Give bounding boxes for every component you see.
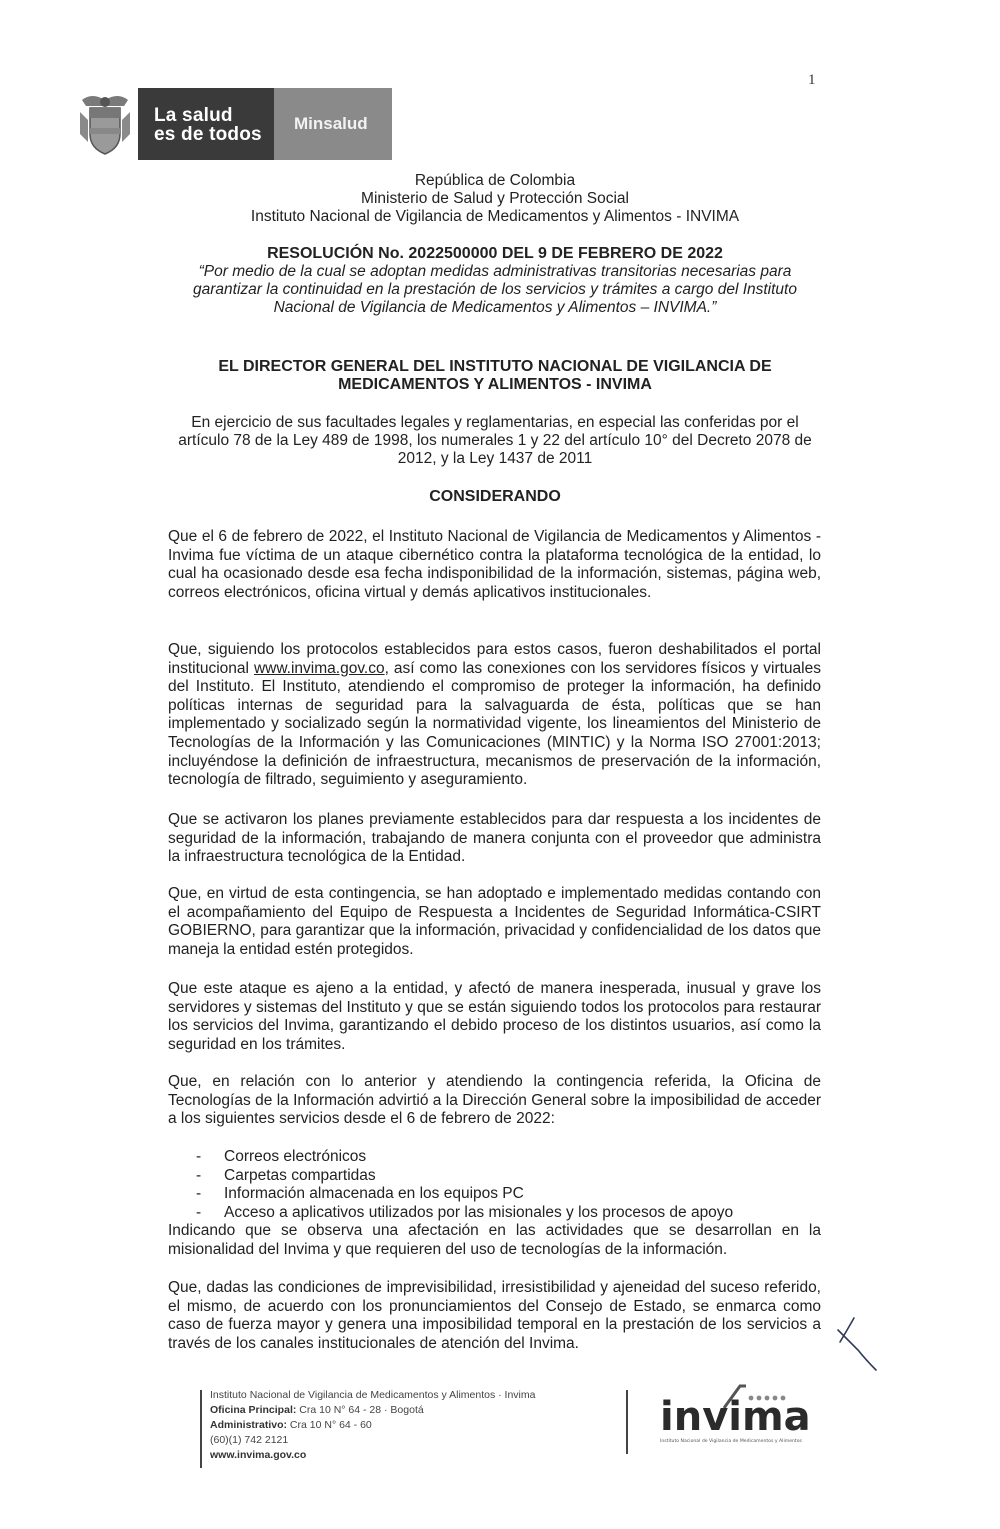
considerando-heading: CONSIDERANDO (429, 488, 561, 505)
minsalud-brand: Minsalud (274, 88, 392, 160)
resolution-title: RESOLUCIÓN No. 2022500000 DEL 9 DE FEBRERO DE 2022 (267, 245, 723, 262)
footer-contact (210, 1388, 535, 1463)
paragraph-4: Que, en virtud de esta contingencia, se han adoptado e implementado medidas contando con el acompañamiento del Equipo de Respuesta a Incidentes de Seguridad Informática-CSIRT GOBIERNO, para garantizar que la información, privacidad y confidencialidad de los datos que maneja la entidad estén protegidos. (168, 885, 821, 958)
affected-services-list (196, 1148, 733, 1222)
footer-divider (200, 1390, 202, 1468)
footer-separator (626, 1390, 628, 1454)
list-item (196, 1185, 733, 1204)
paragraph-2 (168, 641, 821, 790)
paragraph-1: Que el 6 de febrero de 2022, el Instituto Nacional de Vigilancia de Medicamentos y Alimentos - Invima fue víctima de un ataque cibernético contra la plataforma tecnológica de la entidad, lo cual ha ocasionado desde esa fecha indisponibilidad de la información, sistemas, página web, correos electrónicos, oficina virtual y demás aplicativos institucionales. (168, 528, 821, 601)
signature-mark-icon (832, 1312, 880, 1374)
footer-web[interactable] (210, 1448, 535, 1463)
list-item (196, 1204, 733, 1223)
footer-office-value: Cra 10 N° 64 - 28 · Bogotá (296, 1404, 424, 1416)
paragraph-5: Que este ataque es ajeno a la entidad, y afectó de manera inesperada, inusual y grave los servidores y sistemas del Instituto y que se están siguiendo todos los protocolos para restaurar los servicios del Invima, garantizando el debido proceso de los distintos usuarios, así como la seguridad en los trámites. (168, 980, 821, 1053)
paragraph-7: Indicando que se observa una afectación en las actividades que se desarrollan en la misionalidad del Invima y que requieren del uso de tecnologías de la información. (168, 1222, 821, 1258)
bullet-dash: - (196, 1185, 202, 1203)
invima-tagline: Instituto Nacional de Vigilancia de Medicamentos y Alimentos (660, 1439, 802, 1444)
invima-portal-link[interactable]: www.invima.gov.co (253, 659, 385, 677)
slogan-line-1: La salud (154, 105, 233, 126)
list-item-text: Correos electrónicos (224, 1148, 367, 1165)
colombia-coat-of-arms-icon (74, 90, 136, 158)
list-item (196, 1148, 733, 1167)
slogan-line-2: es de todos (154, 124, 262, 145)
paragraph-2-start: Que, siguiendo los protocolos establecidos para estos casos, fueron deshabilitados el portal institucional (168, 641, 821, 677)
resolution-subtitle: “Por medio de la cual se adoptan medidas administrativas transitorias necesarias para garantizar la continuidad en la prestación de los servicios y trámites a cargo del Instituto Nacional de Vigilancia de Medicamentos y Alimentos – INVIMA.” (193, 263, 797, 316)
minsalud-header-logo (74, 88, 392, 160)
paragraph-2-end: , así como las conexiones con los servidores físicos y virtuales del Instituto. El Instituto, atendiendo el compromiso de proteger la información, ha definido políticas internas de seguridad para la salvaguarda de ésta, políticas que se han implementado y socializado según la normatividad vigente, los lineamientos del Ministerio de Tecnologías de la Información y las Comunicaciones (MINTIC) y la Norma ISO 27001:2013; incluyéndose la definición de infraestructura, mecanismos de preservación de la información, tecnología de filtrado, seguimiento y aseguramiento. (168, 659, 821, 789)
footer-phone: (60)(1) 742 2121 (210, 1434, 289, 1446)
footer-admin-value: Cra 10 N° 64 - 60 (287, 1419, 372, 1431)
org-line-2: Ministerio de Salud y Protección Social (361, 190, 629, 207)
resolution-heading (170, 245, 820, 317)
page-number: 1 (808, 72, 816, 88)
footer-office-label: Oficina Principal: (210, 1404, 297, 1416)
footer-web-link[interactable]: www.invima.gov.co (210, 1449, 307, 1461)
footer-admin (210, 1418, 535, 1433)
list-item-text: Carpetas compartidas (224, 1166, 376, 1184)
footer-admin-label: Administrativo: (210, 1419, 288, 1431)
slogan-block (138, 88, 274, 160)
list-item-text: Acceso a aplicativos utilizados por las misionales y los procesos de apoyo (224, 1203, 734, 1221)
paragraph-3: Que se activaron los planes previamente establecidos para dar respuesta a los incidentes de seguridad de la información, trabajando de manera conjunta con el proveedor que administra la infraestructura tecnológica de la Entidad. (168, 811, 821, 866)
invima-logo (656, 1378, 821, 1448)
facultades-paragraph: En ejercicio de sus facultades legales y reglamentarias, en especial las conferidas por el artículo 78 de la Ley 489 de 1998, los numerales 1 y 22 del artículo 10° del Decreto 2078 de 2012, y la Ley 1437 de 2011 (178, 414, 812, 467)
paragraph-8: Que, dadas las condiciones de imprevisibilidad, irresistibilidad y ajeneidad del suceso referido, el mismo, de acuerdo con los pronunciamientos del Consejo de Estado, se enmarca como caso de fuerza mayor y genera una imposibilidad temporal en la prestación de los servicios a través de los canales institucionales de atención del Invima. (168, 1279, 821, 1352)
list-item (196, 1167, 733, 1186)
org-line-3: Instituto Nacional de Vigilancia de Medicamentos y Alimentos - INVIMA (250, 208, 740, 225)
footer-institution: Instituto Nacional de Vigilancia de Medicamentos y Alimentos · Invima (210, 1389, 536, 1401)
organization-header (170, 172, 820, 226)
bullet-dash: - (196, 1166, 202, 1184)
footer-office (210, 1403, 535, 1418)
director-heading: EL DIRECTOR GENERAL DEL INSTITUTO NACIONAL DE VIGILANCIA DE MEDICAMENTOS Y ALIMENTOS - INVIMA (218, 358, 772, 393)
org-line-1: República de Colombia (414, 172, 576, 189)
bullet-dash: - (196, 1203, 202, 1221)
list-item-text: Información almacenada en los equipos PC (224, 1185, 524, 1203)
bullet-dash: - (196, 1148, 202, 1165)
paragraph-6: Que, en relación con lo anterior y atendiendo la contingencia referida, la Oficina de Tecnologías de la Información advirtió a la Dirección General sobre la imposibilidad de acceder a los siguientes servicios desde el 6 de febrero de 2022: (168, 1073, 821, 1128)
invima-wordmark: invima (660, 1394, 811, 1440)
